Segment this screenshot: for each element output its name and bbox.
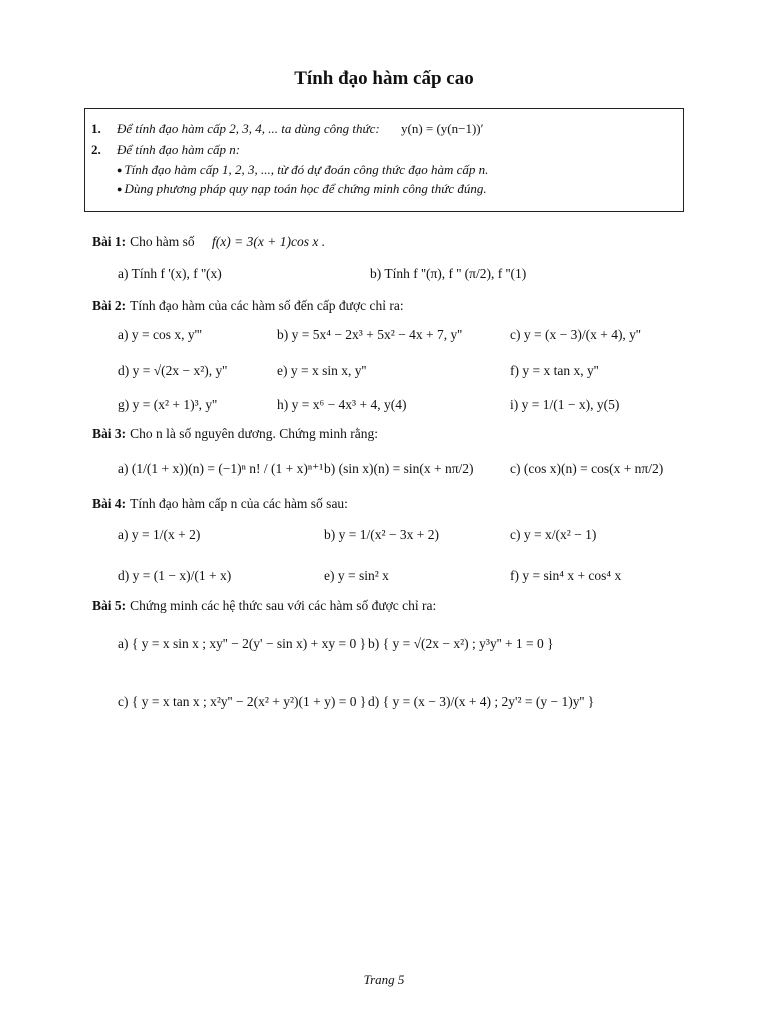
exercise-2-i: i) y = 1/(1 − x), y(5) bbox=[510, 397, 620, 412]
exercise-4-c: c) y = x/(x² − 1) bbox=[510, 527, 597, 542]
exercise-1-a: a) Tính f '(x), f ''(x) bbox=[118, 266, 222, 281]
page-number: Trang 5 bbox=[363, 972, 405, 987]
exercise-5-c: c) { y = x tan x ; x²y'' − 2(x² + y²)(1 + y) = 0 } bbox=[118, 694, 367, 709]
bullet-icon: ● bbox=[117, 184, 123, 194]
exercise-1-b: b) Tính f ''(π), f '' (π/2), f ''(1) bbox=[370, 266, 527, 281]
box-item-2: 2. Để tính đạo hàm cấp n: bbox=[91, 142, 241, 157]
derivative-formula: y(n) = (y(n−1))′ bbox=[400, 121, 484, 136]
exercise-1-heading: Bài 1: Cho hàm số f(x) = 3(x + 1)cos x . bbox=[92, 234, 326, 249]
box-bullet-1: ● Tính đạo hàm cấp 1, 2, 3, ..., từ đó dự đoán công thức đạo hàm cấp n. bbox=[117, 162, 489, 177]
exercise-3-c: c) (cos x)(n) = cos(x + nπ/2) bbox=[510, 461, 664, 476]
exercise-2-h: h) y = x⁶ − 4x³ + 4, y(4) bbox=[277, 397, 407, 412]
page-title: Tính đạo hàm cấp cao bbox=[294, 68, 474, 89]
exercise-2-heading: Bài 2: Tính đạo hàm của các hàm số đến cấp được chỉ ra: bbox=[92, 298, 404, 313]
exercise-4-b: b) y = 1/(x² − 3x + 2) bbox=[324, 527, 440, 542]
exercise-2-b: b) y = 5x⁴ − 2x³ + 5x² − 4x + 7, y'' bbox=[277, 327, 463, 342]
formula-box bbox=[84, 108, 684, 212]
exercise-4-heading: Bài 4: Tính đạo hàm cấp n của các hàm số sau: bbox=[92, 496, 348, 511]
exercise-4-e: e) y = sin² x bbox=[324, 568, 389, 583]
exercise-1-function: f(x) = 3(x + 1)cos x . bbox=[212, 234, 326, 249]
exercise-4-a: a) y = 1/(x + 2) bbox=[118, 527, 201, 542]
exercise-3-b: b) (sin x)(n) = sin(x + nπ/2) bbox=[324, 461, 474, 476]
exercise-2-c: c) y = (x − 3)/(x + 4), y'' bbox=[510, 327, 641, 342]
exercise-2-f: f) y = x tan x, y'' bbox=[510, 363, 599, 378]
box-item-2-text: Để tính đạo hàm cấp n: bbox=[117, 142, 241, 157]
exercise-5-d: d) { y = (x − 3)/(x + 4) ; 2y'² = (y − 1)y'' } bbox=[368, 694, 595, 709]
exercise-3-heading: Bài 3: Cho n là số nguyên dương. Chứng minh rằng: bbox=[92, 426, 379, 441]
exercise-2-g: g) y = (x² + 1)³, y'' bbox=[118, 397, 218, 412]
exercise-2-d: d) y = √(2x − x²), y'' bbox=[118, 363, 228, 378]
exercise-2-e: e) y = x sin x, y'' bbox=[277, 363, 367, 378]
exercise-5-heading: Bài 5: Chứng minh các hệ thức sau với các hàm số được chỉ ra: bbox=[92, 598, 437, 613]
exercise-4-d: d) y = (1 − x)/(1 + x) bbox=[118, 568, 232, 583]
exercise-4-f: f) y = sin⁴ x + cos⁴ x bbox=[510, 568, 622, 583]
exercise-5-b: b) { y = √(2x − x²) ; y³y'' + 1 = 0 } bbox=[368, 636, 554, 651]
exercise-2-a: a) y = cos x, y''' bbox=[118, 327, 202, 342]
box-bullet-2: ● Dùng phương pháp quy nạp toán học để chứng minh công thức đúng. bbox=[117, 181, 487, 196]
exercise-3-a: a) (1/(1 + x))(n) = (−1)ⁿ n! / (1 + x)ⁿ⁺¹ bbox=[118, 461, 324, 476]
box-item-1: 1. Để tính đạo hàm cấp 2, 3, 4, ... ta dùng công thức: y(n) = (y(n−1))′ bbox=[91, 121, 484, 136]
exercise-5-a: a) { y = x sin x ; xy'' − 2(y' − sin x) + xy = 0 } bbox=[118, 636, 367, 651]
box-item-1-text: Để tính đạo hàm cấp 2, 3, 4, ... ta dùng công thức: bbox=[117, 121, 380, 136]
bullet-icon: ● bbox=[117, 165, 123, 175]
